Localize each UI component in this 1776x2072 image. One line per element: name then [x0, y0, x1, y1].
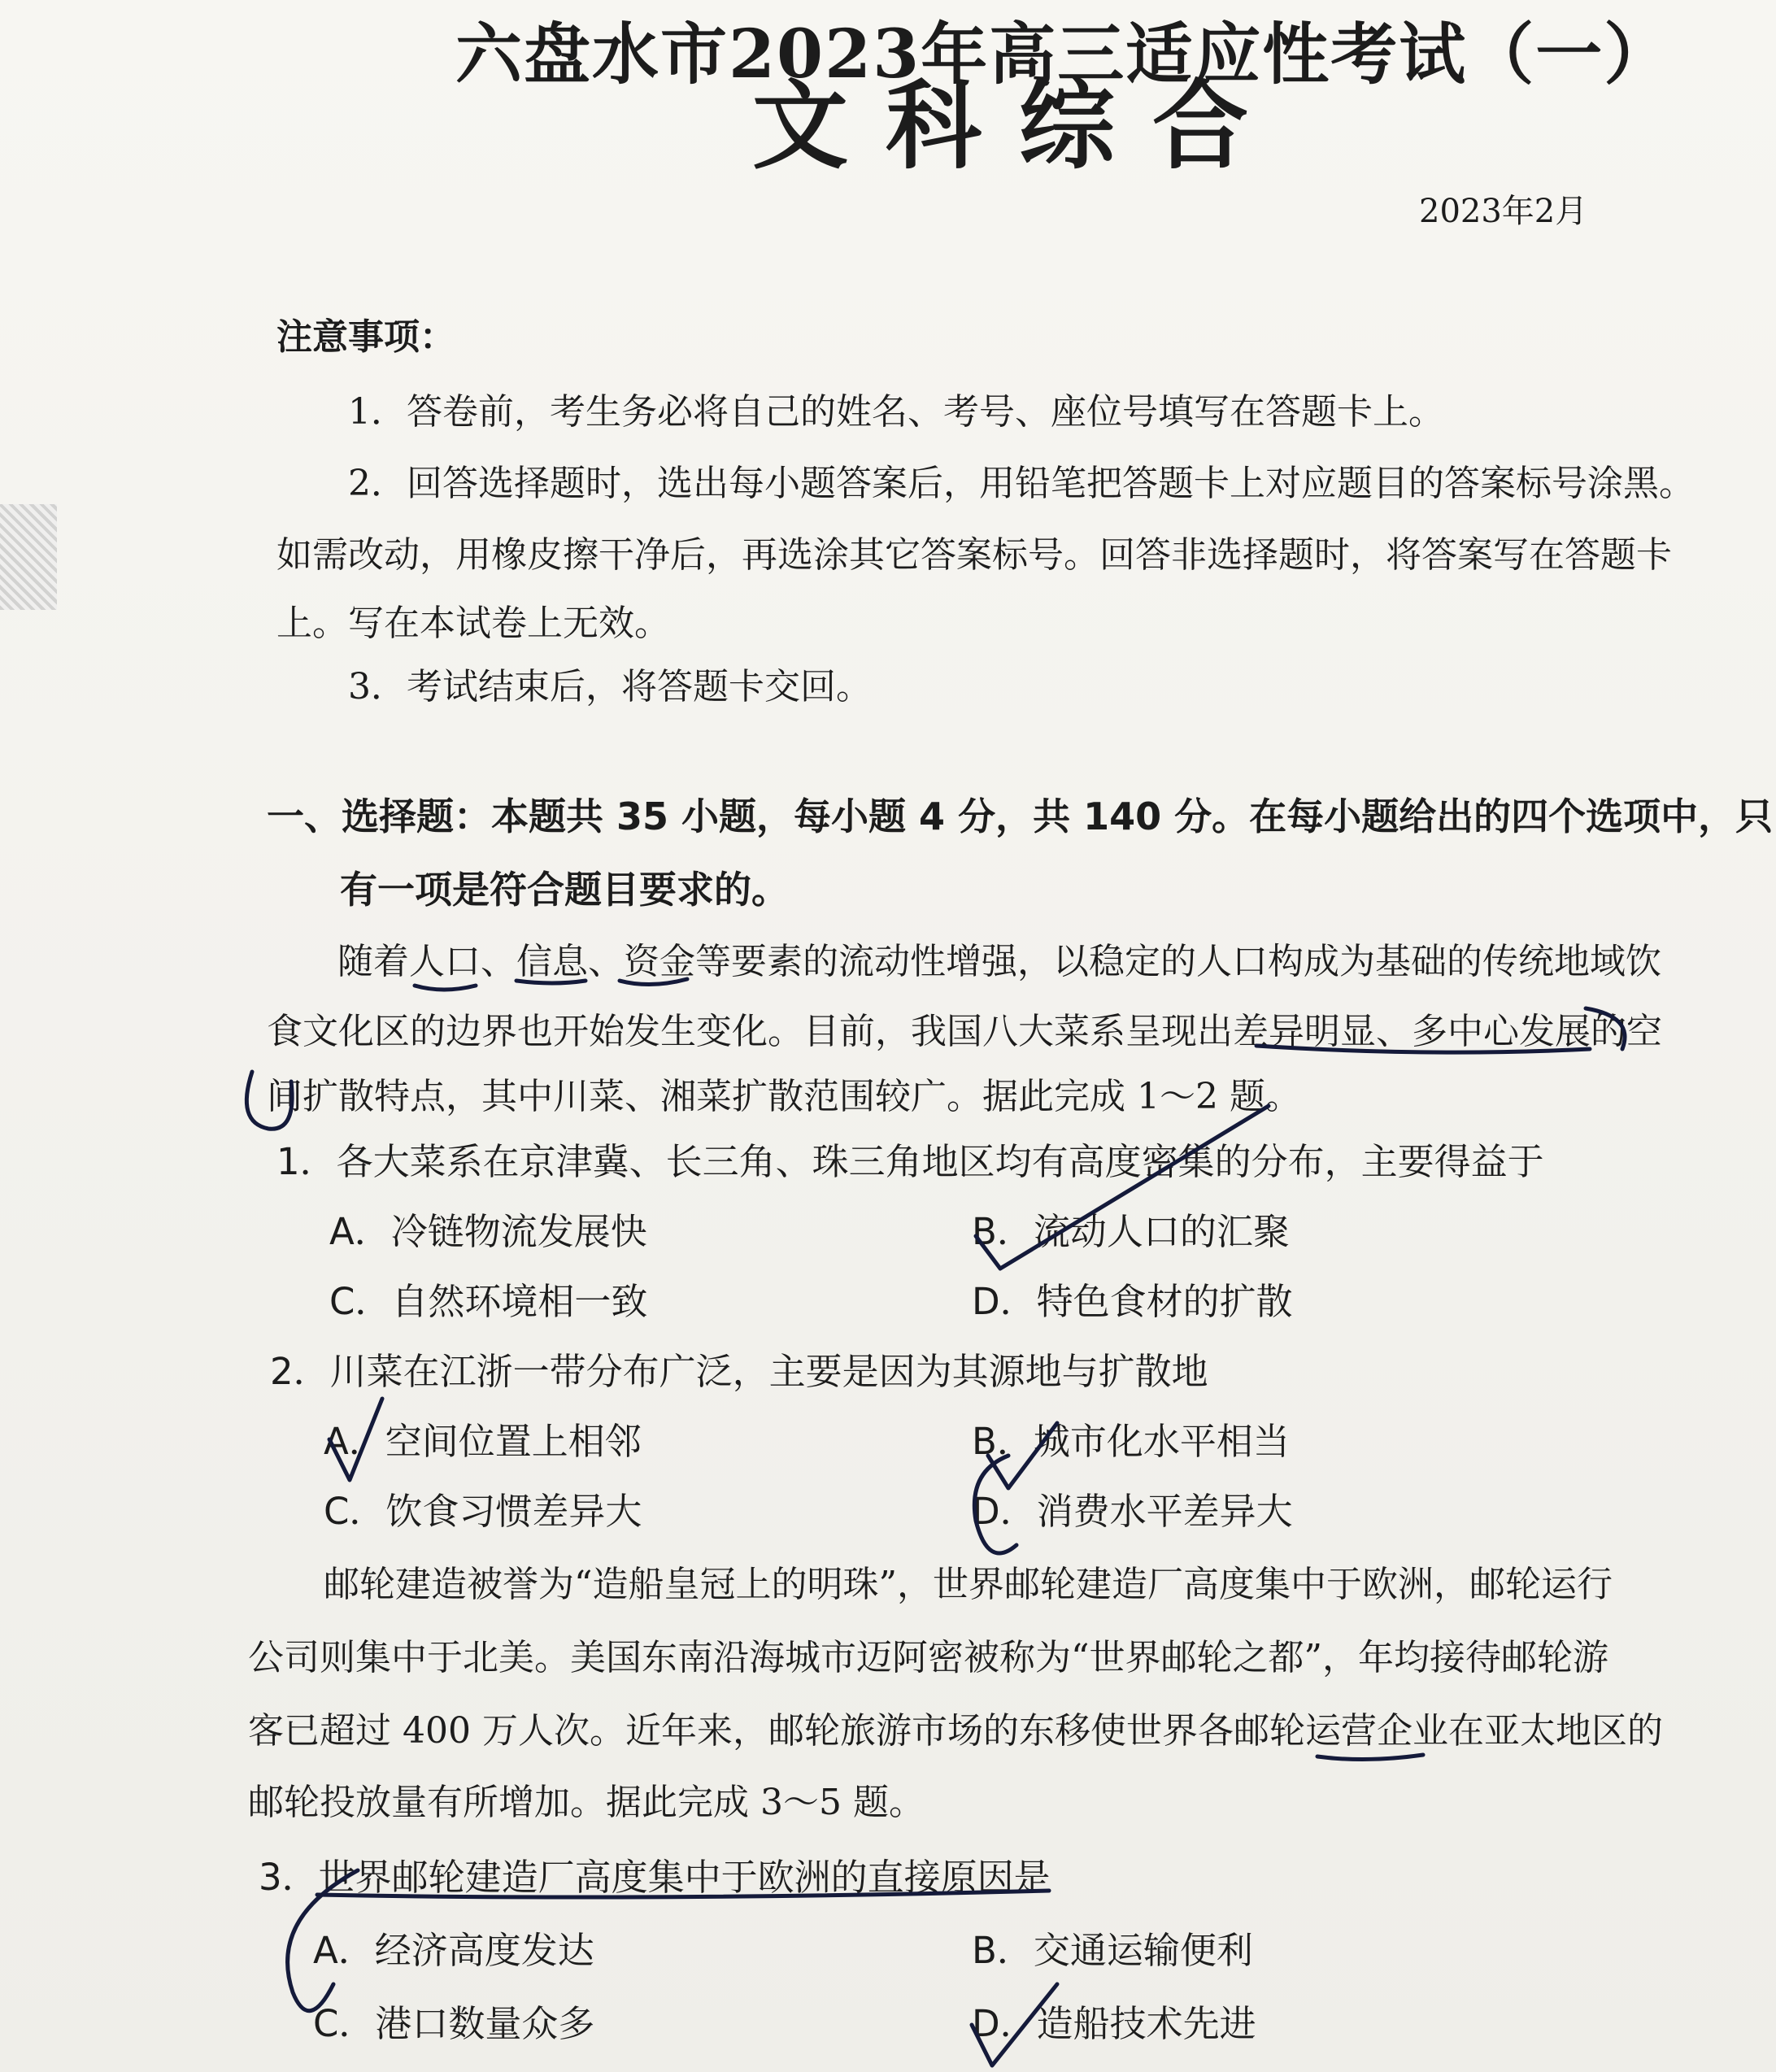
question-2-option-b: B．城市化水平相当	[972, 1420, 1290, 1463]
question-3-option-a: A．经济高度发达	[313, 1929, 594, 1972]
passage-1-line-2: 食文化区的边界也开始发生变化。目前，我国八大菜系呈现出差异明显、多中心发展的空	[267, 1011, 1662, 1052]
passage-2-line-3: 客已超过 400 万人次。近年来，邮轮旅游市场的东移使世界各邮轮运营企业在亚太地区的	[248, 1710, 1663, 1752]
notice-line-1: 1．答卷前，考生务必将自己的姓名、考号、座位号填写在答题卡上。	[348, 391, 1444, 433]
subject-title: 文科综合	[752, 69, 1286, 182]
notice-heading: 注意事项：	[276, 316, 455, 358]
question-3-option-b: B．交通运输便利	[972, 1929, 1253, 1972]
passage-2-line-2: 公司则集中于北美。美国东南沿海城市迈阿密被称为“世界邮轮之都”，年均接待邮轮游	[248, 1637, 1608, 1678]
question-1-stem: 1．各大菜系在京津冀、长三角、珠三角地区均有高度密集的分布，主要得益于	[276, 1140, 1544, 1183]
passage-2-line-1: 邮轮建造被誉为“造船皇冠上的明珠”，世界邮轮建造厂高度集中于欧洲，邮轮运行	[324, 1564, 1613, 1605]
passage-1-line-3: 间扩散特点，其中川菜、湘菜扩散范围较广。据此完成 1～2 题。	[267, 1076, 1301, 1117]
question-2-option-c: C．饮食习惯差异大	[324, 1490, 642, 1533]
question-1-option-c: C．自然环境相一致	[329, 1280, 648, 1323]
notice-line-2b: 如需改动，用橡皮擦干净后，再选涂其它答案标号。回答非选择题时，将答案写在答题卡	[276, 534, 1672, 576]
passage-1-line-1: 随着人口、信息、资金等要素的流动性增强，以稳定的人口构成为基础的传统地域饮	[337, 941, 1661, 982]
underline-mark	[415, 986, 476, 990]
question-3-option-d: D．造船技术先进	[972, 2002, 1256, 2045]
notice-line-3: 3．考试结束后，将答题卡交回。	[348, 666, 872, 707]
question-3-stem: 3．世界邮轮建造厂高度集中于欧洲的直接原因是	[259, 1856, 1051, 1899]
exam-date: 2023年2月	[1419, 193, 1588, 230]
question-3-option-c: C．港口数量众多	[313, 2002, 595, 2045]
notice-line-2c: 上。写在本试卷上无效。	[276, 603, 670, 644]
exam-title: 六盘水市2023年高三适应性考试（一）	[455, 15, 1673, 94]
section-heading: 一、选择题：本题共 35 小题，每小题 4 分，共 140 分。在每小题给出的四个选项中，只	[267, 794, 1774, 838]
passage-2-line-4: 邮轮投放量有所增加。据此完成 3～5 题。	[248, 1782, 925, 1823]
question-1-option-b: B．流动人口的汇聚	[972, 1210, 1290, 1253]
question-2-option-d: D．消费水平差异大	[972, 1490, 1293, 1533]
notice-line-2a: 2．回答选择题时，选出每小题答案后，用铅笔把答题卡上对应题目的答案标号涂黑。	[348, 463, 1695, 504]
question-1-option-d: D．特色食材的扩散	[972, 1280, 1293, 1323]
question-2-option-a: A．空间位置上相邻	[324, 1420, 642, 1463]
underline-mark	[1317, 1755, 1423, 1760]
question-2-stem: 2．川菜在江浙一带分布广泛，主要是因为其源地与扩散地	[270, 1350, 1208, 1393]
section-heading-cont: 有一项是符合题目要求的。	[340, 868, 789, 912]
scan-artifact	[0, 504, 57, 610]
question-1-option-a: A．冷链物流发展快	[329, 1210, 647, 1253]
